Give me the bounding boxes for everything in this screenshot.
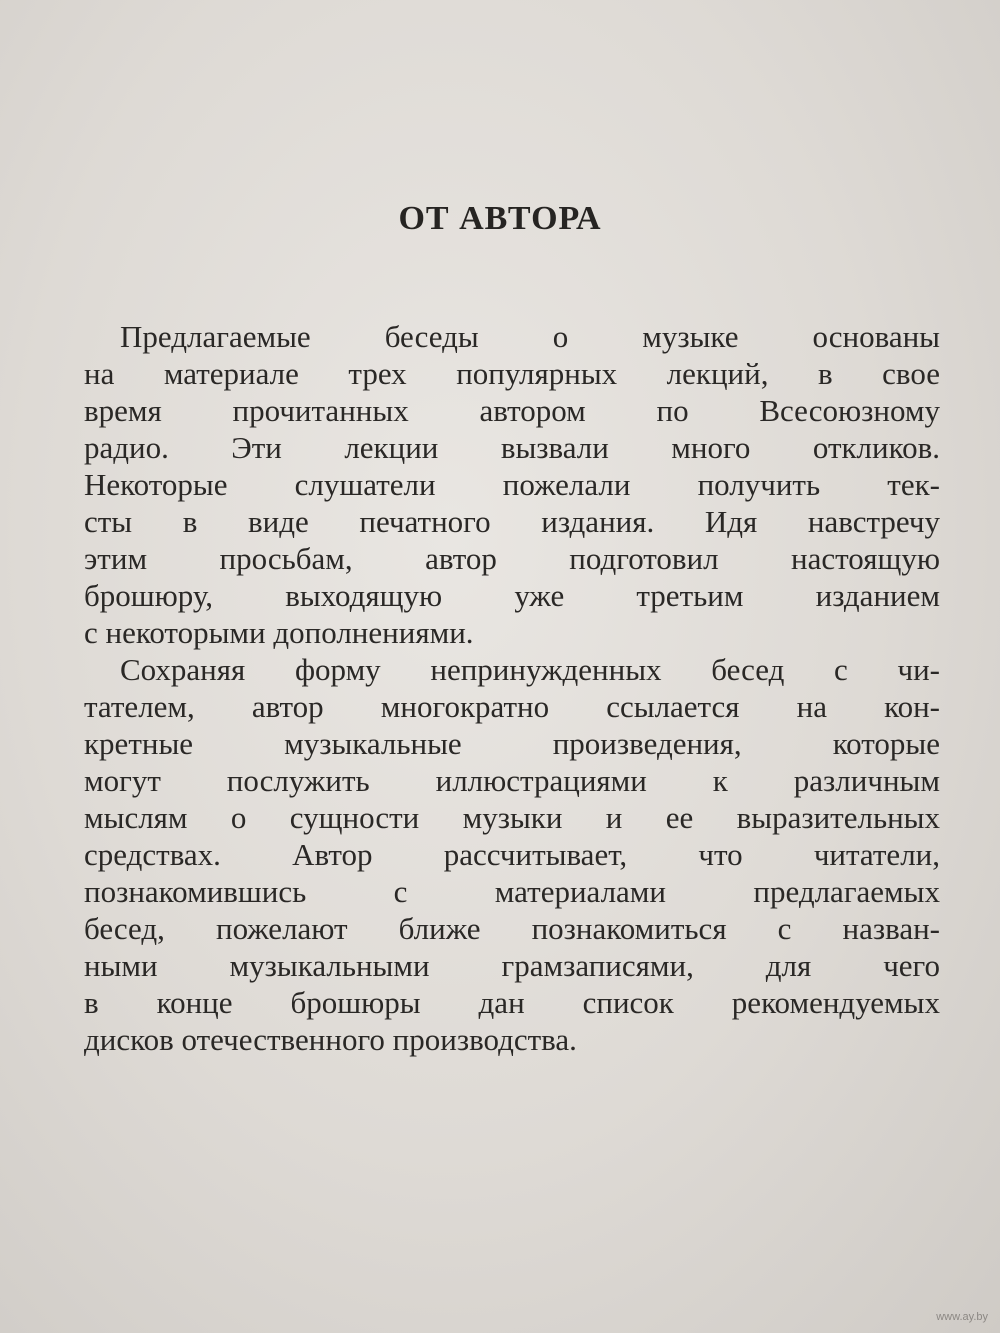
paragraph-1-line: время прочитанных автором по Всесоюзному: [84, 393, 940, 428]
paragraph-2-line: Сохраняя форму непринужденных бесед с чи-: [120, 652, 940, 687]
body-text: [84, 318, 940, 1058]
paragraph-2-line: познакомившись с материалами предлагаемых: [84, 874, 940, 909]
paragraph-2-line: мыслям о сущности музыки и ее выразительных: [84, 800, 940, 835]
paragraph-2-line: тателем, автор многократно ссылается на кон-: [84, 689, 940, 724]
paragraph-2-line: могут послужить иллюстрациями к различным: [84, 763, 940, 798]
page-heading: ОТ АВТОРА: [398, 200, 602, 237]
paragraph-2-line: дисков отечественного производства.: [84, 1022, 577, 1057]
paragraph-2-line: средствах. Автор рассчитывает, что читатели,: [84, 837, 940, 872]
paragraph-1-line: на материале трех популярных лекций, в свое: [84, 356, 940, 391]
paragraph-1-line: Некоторые слушатели пожелали получить тек-: [84, 467, 940, 502]
paragraph-1-line: брошюру, выходящую уже третьим изданием: [84, 578, 940, 613]
site-watermark: www.ay.by: [936, 1311, 988, 1323]
paragraph-2-line: бесед, пожелают ближе познакомиться с назван-: [84, 911, 940, 946]
paragraph-1-line: с некоторыми дополнениями.: [84, 615, 474, 650]
paragraph-1-line: радио. Эти лекции вызвали много откликов.: [84, 430, 940, 465]
paragraph-2-line: ными музыкальными грамзаписями, для чего: [84, 948, 940, 983]
paragraph-2-line: в конце брошюры дан список рекомендуемых: [84, 985, 940, 1020]
paragraph-1-line: сты в виде печатного издания. Идя навстречу: [84, 504, 940, 539]
paragraph-2-line: кретные музыкальные произведения, которые: [84, 726, 940, 761]
paragraph-1-line: Предлагаемые беседы о музыке основаны: [120, 319, 940, 354]
paragraph-1-line: этим просьбам, автор подготовил настоящую: [84, 541, 940, 576]
